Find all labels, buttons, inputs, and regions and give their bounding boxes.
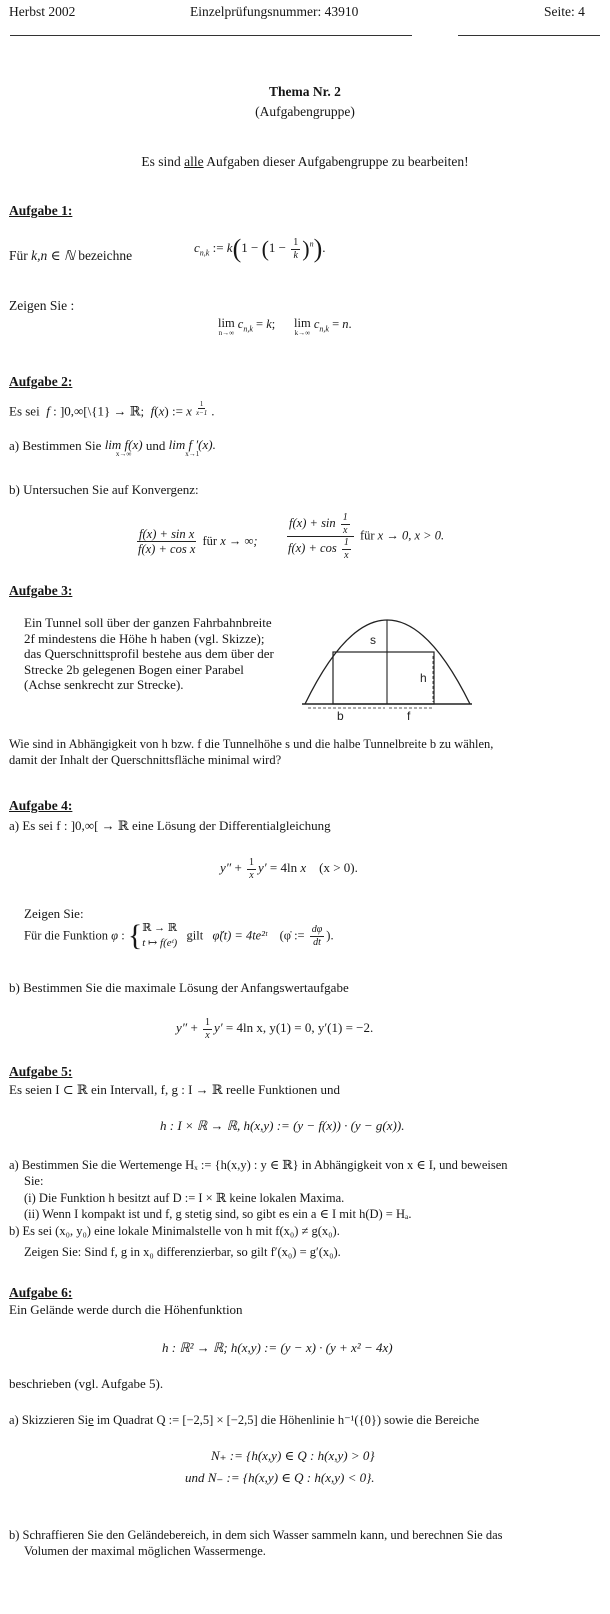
label-f: f [407,709,411,722]
aufgabe-2-intro: Es sei f : ]0,∞[\{1} → ℝ; f(x) := x $^{\frac{1}{x-1}}$ . [9,400,215,419]
theme-instruction: Es sind alle Aufgaben dieser Aufgabengruppe zu bearbeiten! [141,154,469,169]
aufgabe-1-limits: lim n→∞ $c_{n,k} = k$; lim k→∞ $c_{n,k} = n$. [218,316,352,337]
label-h: h [420,671,427,685]
aufgabe-2-part-b: b) Untersuchen Sie auf Konvergenz: [9,482,199,497]
road-rectangle [333,652,434,704]
aufgabe-3-text: Ein Tunnel soll über der ganzen Fahrbahnbreite 2f mindestens die Höhe h haben (vgl. Skizze); das Querschnittsprofil bestehe aus dem über der Strecke 2b gelegenen Bogen einer Parabel (Achse senkrecht zur Strecke). [24,615,274,692]
aufgabe-6-described: beschrieben (vgl. Aufgabe 5). [9,1376,164,1391]
aufgabe-5-part-a-2: Sie: [24,1174,44,1188]
theme-subtitle: (Aufgabengruppe) [255,104,355,119]
theme-title: Thema Nr. 2 [269,84,341,99]
aufgabe-5-part-b-1: b) Es sei (x₀, y₀) eine lokale Minimalstelle von h mit f(x₀) ≠ g(x₀). [9,1224,340,1238]
aufgabe-5-title: Aufgabe 5: [9,1064,73,1079]
aufgabe-4-ivp: y″ + $\frac{1}{x}$ y′ = 4ln x, y(1) = 0, y′(1) = −2. [176,1017,374,1041]
aufgabe-2-title: Aufgabe 2: [9,374,73,389]
aufgabe-4-phi: Für die Funktion φ : { ℝ → ℝ t ↦ f(eᵗ) gilt φ̈(t) = 4te²ᵗ (φ̇ := $\frac{d\varphi}{dt}$ ). [24,919,334,953]
aufgabe-5-part-a-i: (i) Die Funktion h besitzt auf D := I × ℝ keine lokalen Maxima. [24,1191,345,1205]
label-b: b [337,709,344,722]
aufgabe-5-part-a-1: a) Bestimmen Sie die Wertemenge Hₓ := {h(x,y) : y ∈ ℝ} in Abhängigkeit von x ∈ I, und beweisen [9,1158,508,1172]
aufgabe-6-nplus: N₊ := {h(x,y) ∈ Q : h(x,y) > 0} [211,1448,375,1463]
header-rule-left [10,35,412,36]
aufgabe-4-part-b: b) Bestimmen Sie die maximale Lösung der Anfangswertaufgabe [9,980,349,995]
aufgabe-2-conv2: f(x) + sin $\frac{1}{x}$ f(x) + cos $\frac{1}{x}$ für x → 0, x > 0. [288,512,445,561]
aufgabe-1-formula: $c_{n,k}$ := k(1 − (1 − $\frac{1}{k}$ )$^n$). [194,234,326,263]
aufgabe-6-part-a: a) Skizzieren Sie im Quadrat Q := [−2,5] × [−2,5] die Höhenlinie h⁻¹({0}) sowie die Bereiche [9,1413,480,1427]
aufgabe-6-intro: Ein Gelände werde durch die Höhenfunktion [9,1302,243,1317]
aufgabe-4-show: Zeigen Sie: [24,906,84,921]
label-s: s [370,633,376,647]
aufgabe-2-conv1: $\frac{\text{f(x) + sin x}}{\text{f(x) + cos x}}$ für x → ∞; [138,527,258,557]
header-rule-right [458,35,600,36]
aufgabe-1-title: Aufgabe 1: [9,203,73,218]
aufgabe-5-def: h : I × ℝ → ℝ, h(x,y) := (y − f(x)) · (y − g(x)). [160,1118,405,1133]
header-exam-number: Einzelprüfungsnummer: 43910 [190,4,359,19]
aufgabe-4-ode: y″ + $\frac{1}{x}$ y′ = 4ln x (x > 0). [220,857,358,881]
header-year: Herbst 2002 [9,4,76,19]
aufgabe-3-title: Aufgabe 3: [9,583,73,598]
aufgabe-1-show: Zeigen Sie : [9,298,75,313]
aufgabe-6-title: Aufgabe 6: [9,1285,73,1300]
aufgabe-2-part-a: a) Bestimmen Sie lim f(x) x→∞ und lim f ′(x). x→1 [9,437,216,458]
aufgabe-5-intro: Es seien I ⊂ ℝ ein Intervall, f, g : I → ℝ reelle Funktionen und [9,1082,341,1097]
aufgabe-6-part-b-1: b) Schraffieren Sie den Geländebereich, in dem sich Wasser sammeln kann, und berechnen Sie das [9,1528,503,1542]
aufgabe-6-nminus: und N₋ := {h(x,y) ∈ Q : h(x,y) < 0}. [185,1470,375,1485]
aufgabe-6-part-b-2: Volumen der maximal möglichen Wassermenge. [24,1544,266,1558]
aufgabe-4-title: Aufgabe 4: [9,798,73,813]
aufgabe-3-question: Wie sind in Abhängigkeit von h bzw. f die Tunnelhöhe s und die halbe Tunnelbreite b zu wählen, damit der Inhalt der Querschnittsfläche minimal wird? [9,737,494,767]
aufgabe-6-func: h : ℝ² → ℝ; h(x,y) := (y − x) · (y + x² − 4x) [162,1340,393,1355]
tunnel-sketch [300,610,475,722]
aufgabe-5-part-b-2: Zeigen Sie: Sind f, g in x₀ differenzierbar, so gilt f′(x₀) = g′(x₀). [24,1245,341,1259]
aufgabe-4-part-a: a) Es sei f : ]0,∞[ → ℝ eine Lösung der Differentialgleichung [9,818,331,833]
aufgabe-5-part-a-ii: (ii) Wenn I kompakt ist und f, g stetig sind, so gibt es ein a ∈ I mit h(D) = Hₐ. [24,1207,412,1221]
header-page: Seite: 4 [544,4,585,19]
aufgabe-1-intro: Für k,n ∈ ℕ bezeichne [9,248,133,263]
